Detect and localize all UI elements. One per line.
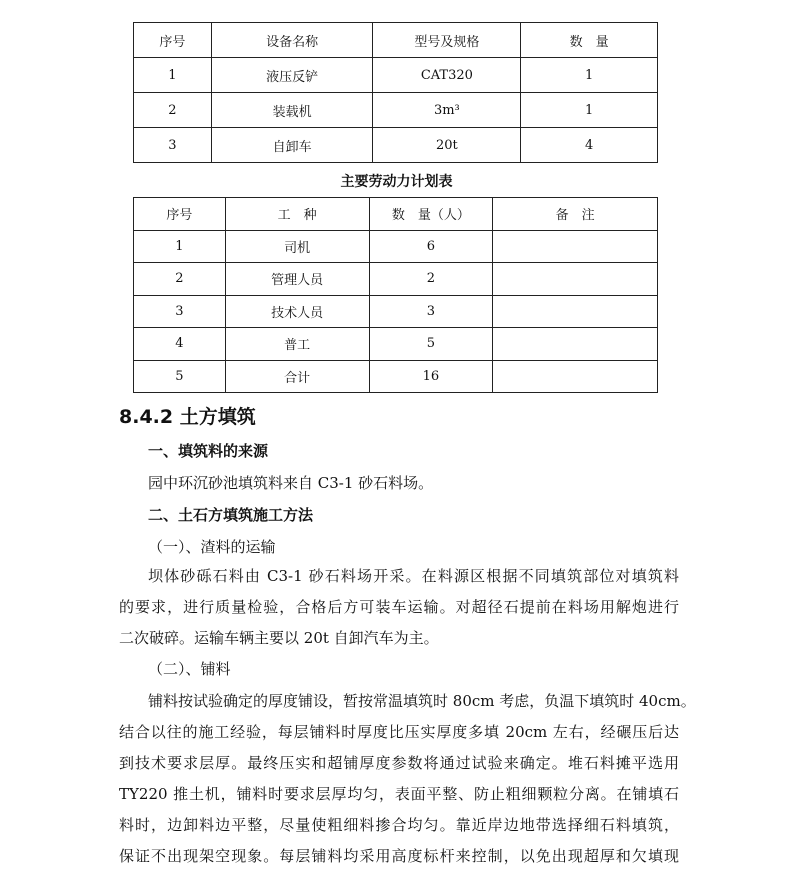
table-cell: 2 [134,93,212,128]
table-cell: 3 [369,295,493,328]
table-cell [493,295,658,328]
table-cell: 1 [134,58,212,93]
subheading-construction-method: 二、土石方填筑施工方法 [148,506,314,524]
table-row [134,263,658,296]
table-cell [493,360,658,393]
table-cell: 液压反铲 [211,58,373,93]
paragraph-line: 坝体砂砾石料由 C3-1 砂石料场开采。在料源区根据不同填筑部位对填筑料 [148,567,679,585]
paragraph-line: 料时，边卸料边平整，尽量使粗细料掺合均匀。靠近岸边地带选择细石料填筑， [119,816,679,834]
table-row [134,58,658,93]
table-cell [493,230,658,263]
header-cell: 序号 [134,198,226,231]
table-cell: 自卸车 [211,128,373,163]
table-cell: 1 [521,93,658,128]
table-cell: 6 [369,230,493,263]
equipment-table [133,22,658,163]
table-cell [493,328,658,361]
paragraph-line: 的要求，进行质量检验，合格后方可装车运输。对超径石提前在料场用解炮进行 [119,598,679,616]
subheading-transport: （一）、渣料的运输 [148,538,276,556]
table-cell: CAT320 [373,58,521,93]
header-cell: 设备名称 [211,23,373,58]
table-cell: 4 [134,328,226,361]
table-cell: 2 [369,263,493,296]
table-cell: 合计 [225,360,369,393]
table-cell: 20t [373,128,521,163]
table-row [134,328,658,361]
header-cell: 序号 [134,23,212,58]
table-cell: 司机 [225,230,369,263]
labor-table [133,197,658,393]
header-cell: 型号及规格 [373,23,521,58]
paragraph-line: 二次破碎。运输车辆主要以 20t 自卸汽车为主。 [119,629,439,647]
paragraph-line: 铺料按试验确定的厚度铺设，暂按常温填筑时 80cm 考虑，负温下填筑时 40cm。 [148,692,696,710]
table-row [134,93,658,128]
table-row [134,230,658,263]
paragraph-line: TY220 推土机，铺料时要求层厚均匀，表面平整、防止粗细颗粒分离。在铺填石 [119,785,679,803]
table-header-row [134,23,658,58]
header-cell: 数 量（人） [369,198,493,231]
table-cell: 1 [134,230,226,263]
section-heading: 8.4.2 土方填筑 [119,406,256,428]
table-cell: 16 [369,360,493,393]
table-cell [493,263,658,296]
table-header-row [134,198,658,231]
subheading-material-source: 一、填筑料的来源 [148,442,269,460]
table-cell: 5 [369,328,493,361]
labor-table-caption: 主要劳动力计划表 [340,174,453,190]
table-cell: 3m³ [373,93,521,128]
table-cell: 普工 [225,328,369,361]
table-row [134,295,658,328]
header-cell: 工 种 [225,198,369,231]
header-cell: 备 注 [493,198,658,231]
table-cell: 4 [521,128,658,163]
table-cell: 3 [134,295,226,328]
table-cell: 5 [134,360,226,393]
table-row [134,360,658,393]
subheading-spreading: （二）、铺料 [148,660,231,678]
paragraph-line: 保证不出现架空现象。每层铺料均采用高度标杆来控制，以免出现超厚和欠填现 [119,847,679,865]
table-cell: 管理人员 [225,263,369,296]
header-cell: 数 量 [521,23,658,58]
paragraph-line: 园中环沉砂池填筑料来自 C3-1 砂石料场。 [148,474,434,492]
table-row [134,128,658,163]
paragraph-line: 到技术要求层厚。最终压实和超铺厚度参数将通过试验来确定。堆石料摊平选用 [119,754,679,772]
table-cell: 2 [134,263,226,296]
table-cell: 技术人员 [225,295,369,328]
paragraph-line: 结合以往的施工经验，每层铺料时厚度比压实厚度多填 20cm 左右，经碾压后达 [119,723,679,741]
table-cell: 3 [134,128,212,163]
table-cell: 装载机 [211,93,373,128]
table-cell: 1 [521,58,658,93]
